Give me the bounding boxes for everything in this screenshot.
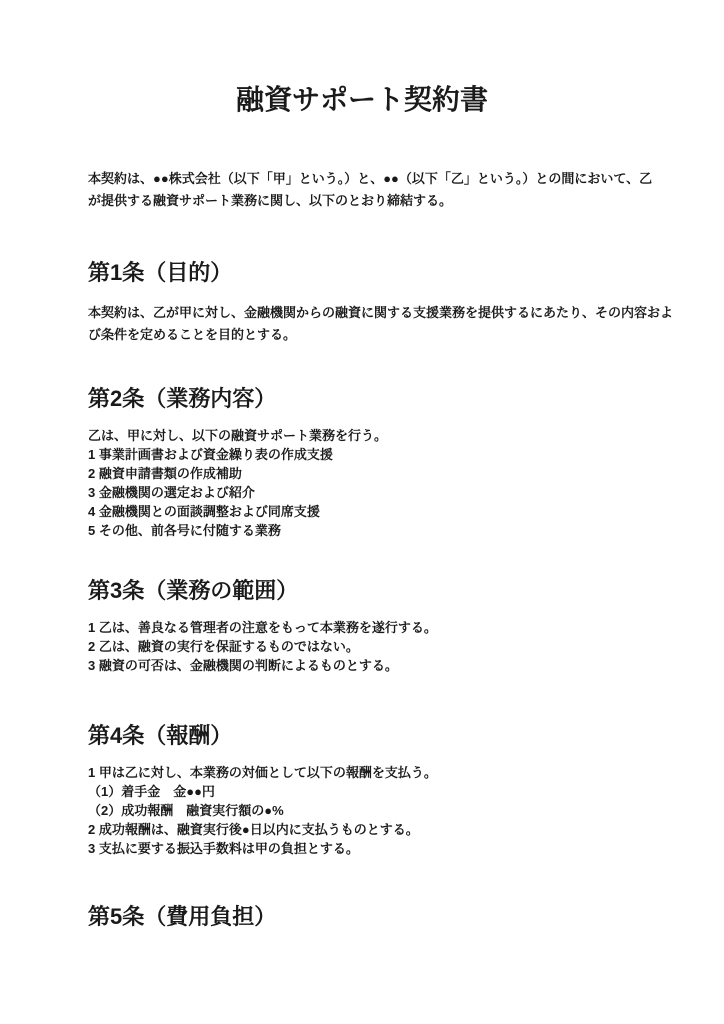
clause-section-1 xyxy=(88,258,674,346)
clause-line: 3 融資の可否は、金融機関の判断によるものとする。 xyxy=(88,658,398,673)
clause-line: び条件を定めることを目的とする。 xyxy=(88,327,297,342)
clause-line: 3 支払に要する振込手数料は甲の負担とする。 xyxy=(88,841,359,856)
intro-paragraph xyxy=(88,168,653,212)
clause-line: 2 乙は、融資の実行を保証するものではない。 xyxy=(88,639,359,654)
document-title: 融資サポート契約書 xyxy=(235,84,488,115)
clause-line: 3 金融機関の選定および紹介 xyxy=(88,485,255,500)
clause-line: 1 事業計画書および資金繰り表の作成支援 xyxy=(88,447,333,462)
clause-heading: 第1条（目的） xyxy=(88,260,233,285)
clause-line: 5 その他、前各号に付随する業務 xyxy=(88,523,281,538)
clause-heading: 第5条（費用負担） xyxy=(88,904,277,929)
clause-section-5 xyxy=(88,902,636,932)
clause-body xyxy=(88,763,636,858)
clause-line: 1 甲は乙に対し、本業務の対価として以下の報酬を支払う。 xyxy=(88,765,437,780)
clause-line: （1）着手金 金●●円 xyxy=(88,784,215,799)
clause-heading: 第3条（業務の範囲） xyxy=(88,578,299,603)
clause-section-2 xyxy=(88,384,636,540)
clause-body xyxy=(88,618,636,675)
clause-line: （2）成功報酬 融資実行額の●% xyxy=(88,803,284,818)
clause-heading: 第4条（報酬） xyxy=(88,723,233,748)
clause-section-4 xyxy=(88,721,636,858)
clause-line: 2 融資申請書類の作成補助 xyxy=(88,466,242,481)
clause-section-3 xyxy=(88,576,636,675)
clause-body xyxy=(88,302,674,346)
clause-heading: 第2条（業務内容） xyxy=(88,386,277,411)
contract-document-page xyxy=(0,84,724,1024)
clause-line: 1 乙は、善良なる管理者の注意をもって本業務を遂行する。 xyxy=(88,620,437,635)
clause-line: 4 金融機関との面談調整および同席支援 xyxy=(88,504,320,519)
clause-body xyxy=(88,426,636,540)
intro-line: が提供する融資サポート業務に関し、以下のとおり締結する。 xyxy=(88,193,453,208)
intro-line: 本契約は、●●株式会社（以下「甲」という。）と、●●（以下「乙」という。）との間において、乙 xyxy=(88,171,653,186)
clause-line: 乙は、甲に対し、以下の融資サポート業務を行う。 xyxy=(88,428,388,443)
clause-line: 2 成功報酬は、融資実行後●日以内に支払うものとする。 xyxy=(88,822,419,837)
clause-line: 本契約は、乙が甲に対し、金融機関からの融資に関する支援業務を提供するにあたり、その内容およ xyxy=(88,305,674,320)
